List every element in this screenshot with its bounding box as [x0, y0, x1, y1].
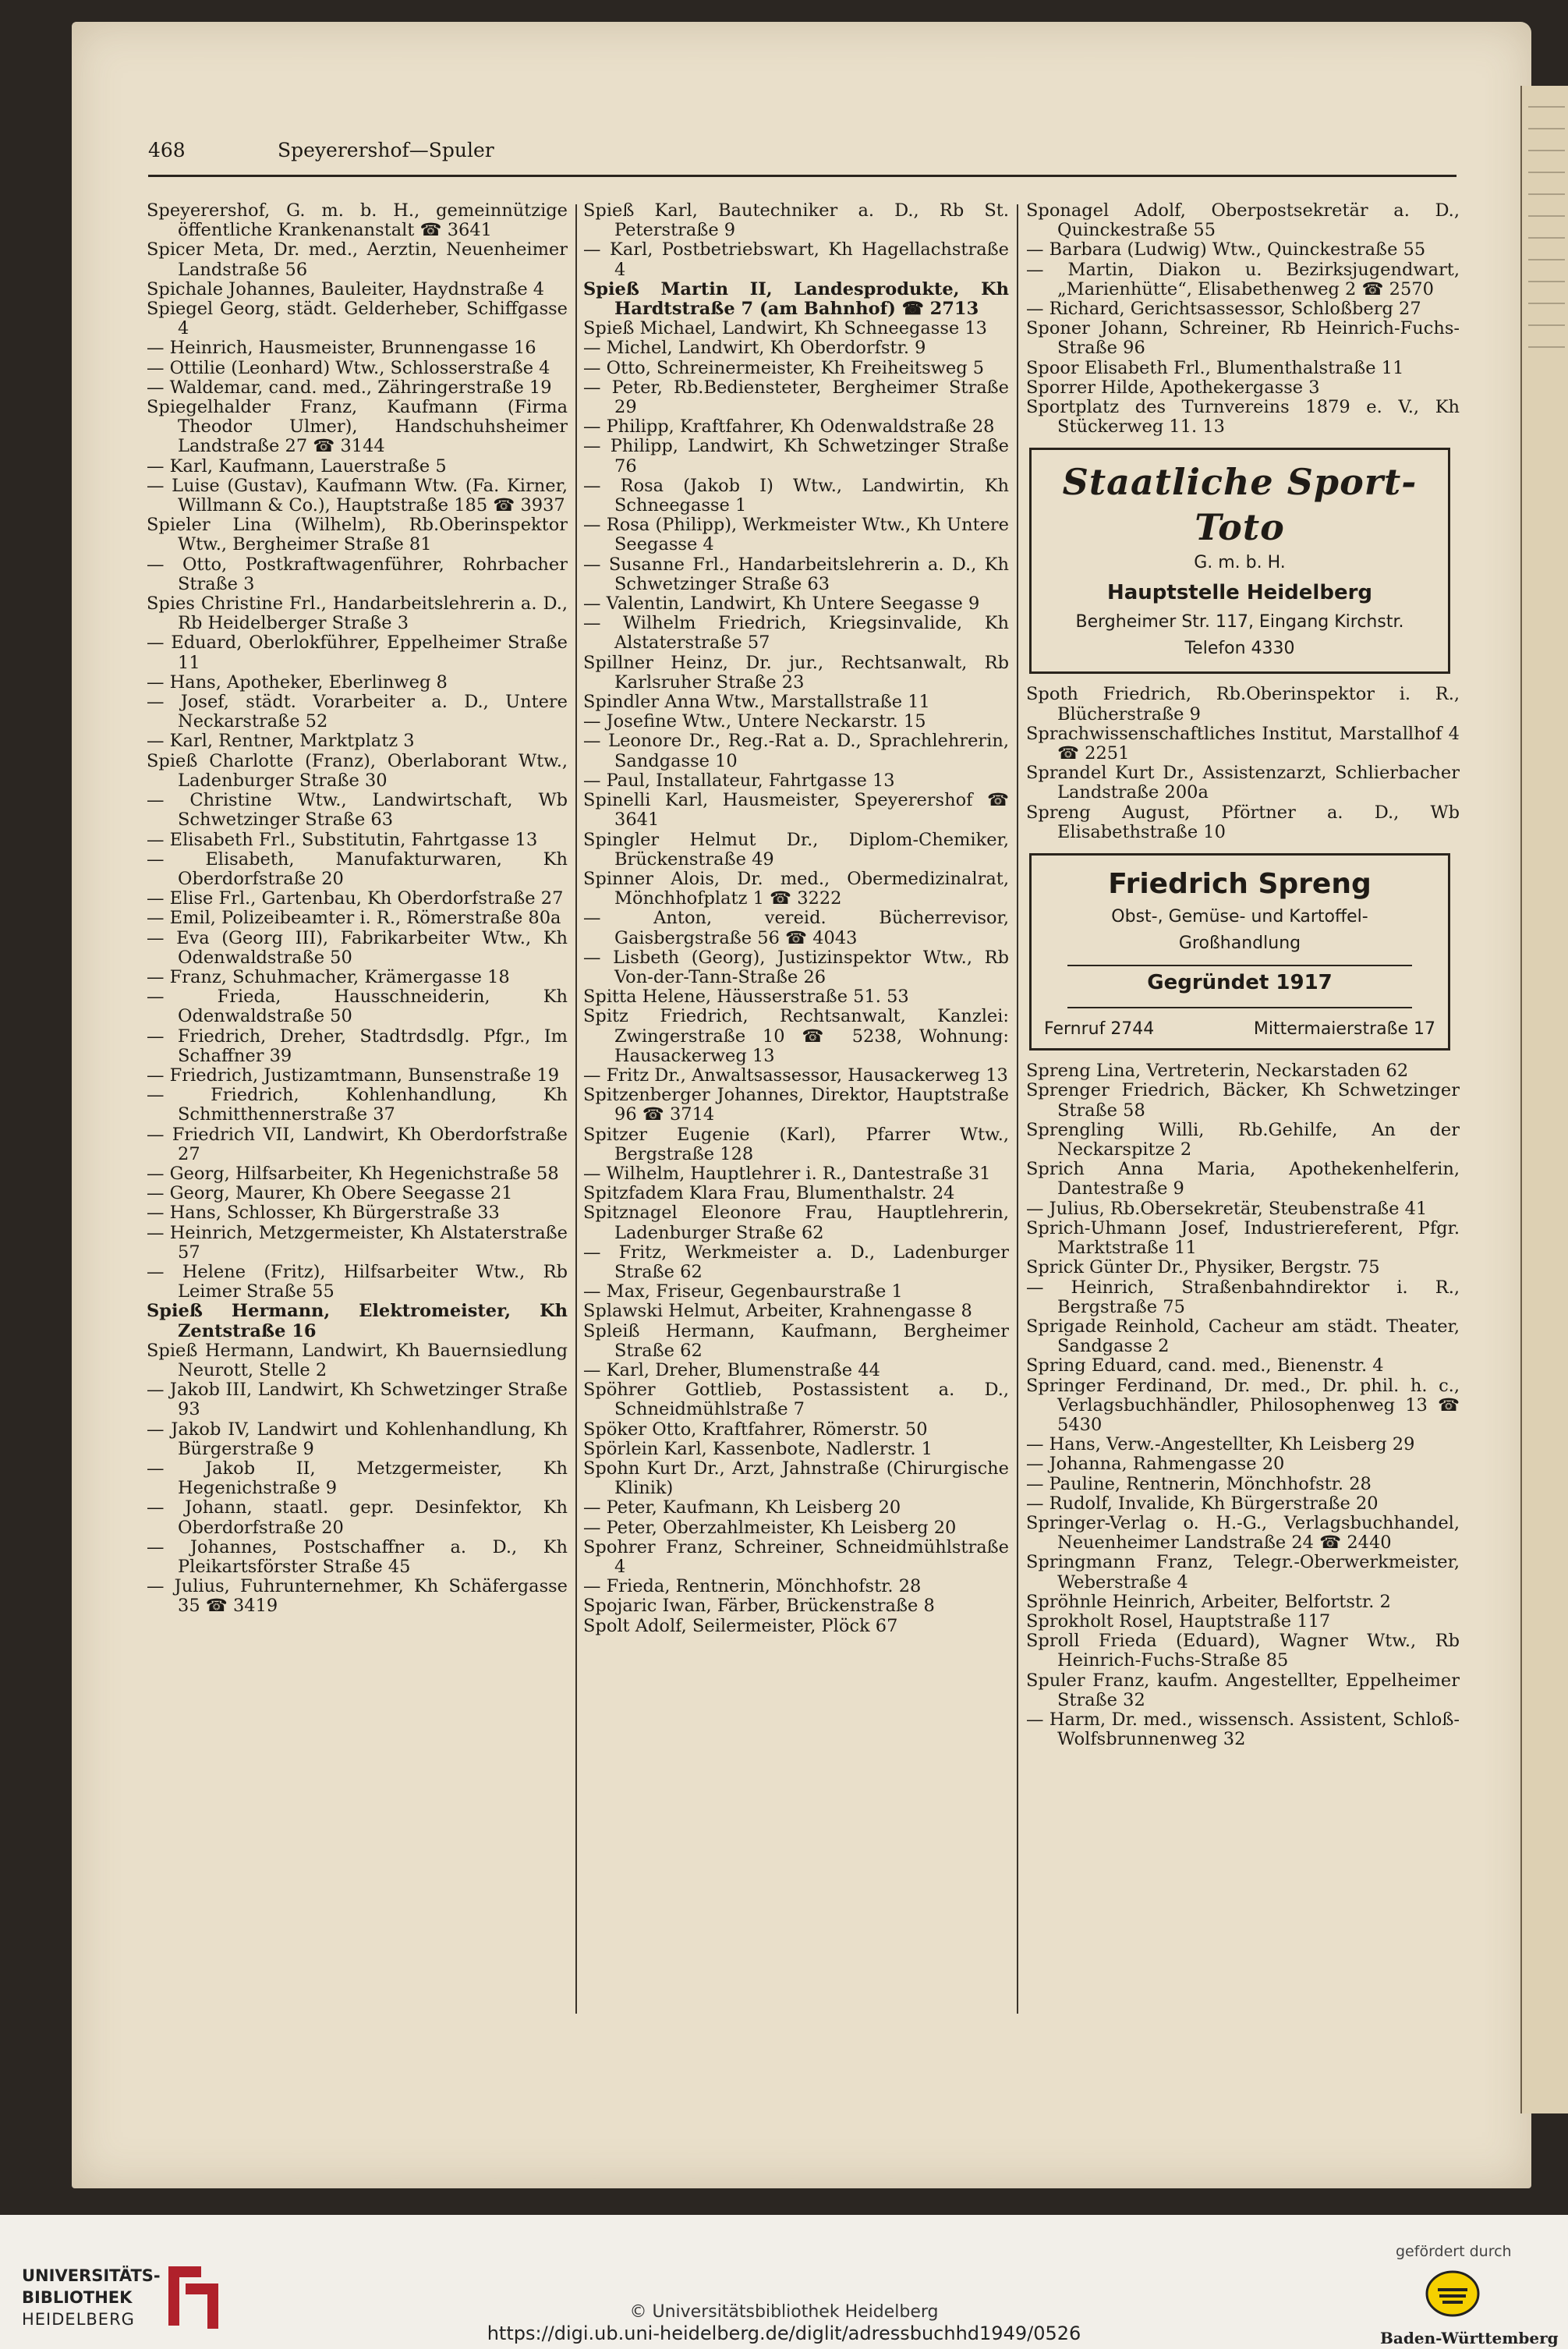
directory-entry: — Karl, Dreher, Blumenstraße 44: [583, 1359, 880, 1380]
directory-entry: Spohn Kurt Dr., Arzt, Jahnstraße (Chirurgische Klinik): [583, 1458, 1009, 1499]
ad-contact-row: [1044, 1019, 1435, 1039]
library-name-line: HEIDELBERG: [22, 2310, 135, 2329]
directory-entry: Springer Ferdinand, Dr. med., Dr. phil. h. c., Verlagsbuchhändler, Philosophenweg 13 ☎ 5430: [1026, 1375, 1460, 1435]
directory-entry: Sprandel Kurt Dr., Assistenzarzt, Schlierbacher Landstraße 200a: [1026, 763, 1460, 803]
ad-title: Staatliche Sport-Toto: [1062, 461, 1418, 549]
directory-entry: Spohrer Franz, Schreiner, Schneidmühlstraße 4: [583, 1536, 1009, 1578]
directory-entry: Spreng August, Pförtner a. D., Wb Elisabethstraße 10: [1026, 802, 1460, 842]
directory-entry: — Georg, Maurer, Kh Obere Seegasse 21: [147, 1183, 513, 1204]
directory-entry: — Franz, Schuhmacher, Krämergasse 18: [147, 966, 510, 987]
directory-entry: Spöker Otto, Kraftfahrer, Römerstr. 50: [583, 1419, 928, 1440]
directory-column-1: [147, 201, 568, 1617]
directory-entry: — Georg, Hilfsarbeiter, Kh Hegenichstraße 58: [147, 1163, 559, 1184]
directory-entry: — Peter, Kaufmann, Kh Leisberg 20: [583, 1497, 901, 1518]
directory-entry: — Fritz Dr., Anwaltsassessor, Hausackerweg 13: [583, 1065, 1008, 1086]
directory-entry: Splawski Helmut, Arbeiter, Krahnengasse 8: [583, 1301, 972, 1322]
directory-entry: — Friedrich, Dreher, Stadtrdsdlg. Pfgr., Im Schaffner 39: [147, 1026, 568, 1066]
directory-entry: Spolt Adolf, Seilermeister, Plöck 67: [583, 1615, 898, 1636]
directory-entry: — Lisbeth (Georg), Justizinspektor Wtw., Rb Von-der-Tann-Straße 26: [583, 947, 1009, 987]
ad-line: Großhandlung: [1178, 934, 1301, 954]
directory-entry: — Julius, Rb.Obersekretär, Steubenstraße 41: [1026, 1198, 1428, 1219]
directory-entry: Sportplatz des Turnvereins 1879 e. V., Kh Stückerweg 11. 13: [1026, 397, 1460, 438]
directory-entry: — Max, Friseur, Gegenbaurstraße 1: [583, 1281, 903, 1302]
directory-entry: — Philipp, Kraftfahrer, Kh Odenwaldstraße 28: [583, 416, 995, 438]
directory-entry: — Elisabeth Frl., Substitutin, Fahrtgasse 13: [147, 829, 538, 850]
directory-entry: — Christine Wtw., Landwirtschaft, Wb Schwetzinger Straße 63: [147, 790, 568, 831]
directory-entry: — Karl, Rentner, Marktplatz 3: [147, 731, 415, 752]
directory-entry: Sprick Günter Dr., Physiker, Bergstr. 75: [1026, 1257, 1380, 1278]
directory-entry: — Elise Frl., Gartenbau, Kh Oberdorfstraße 27: [147, 888, 564, 909]
directory-entry: — Fritz, Werkmeister a. D., Ladenburger Straße 62: [583, 1242, 1009, 1282]
directory-entry: Spuler Franz, kaufm. Angestellter, Eppelheimer Straße 32: [1026, 1670, 1460, 1710]
running-title: Speyerershof—Spuler: [278, 139, 494, 161]
directory-column-2: [583, 201, 1009, 1636]
directory-entry: Spoth Friedrich, Rb.Oberinspektor i. R., Blücherstraße 9: [1026, 684, 1460, 725]
directory-entry: Spinelli Karl, Hausmeister, Speyerershof ☎ 3641: [583, 790, 1009, 831]
directory-entry: Spindler Anna Wtw., Marstallstraße 11: [583, 692, 930, 713]
directory-entry: — Barbara (Ludwig) Wtw., Quinckestraße 55: [1026, 239, 1426, 260]
directory-entry: — Pauline, Rentnerin, Mönchhofstr. 28: [1026, 1473, 1372, 1494]
advertisement-sport-toto: [1029, 448, 1450, 674]
next-page-edge: [1520, 86, 1568, 2113]
directory-entry: Sponagel Adolf, Oberpostsekretär a. D., Quinckestraße 55: [1026, 200, 1460, 241]
directory-entry: Spiegel Georg, städt. Gelderheber, Schiffgasse 4: [147, 299, 568, 339]
entries-group: [1026, 201, 1460, 437]
directory-entry: — Hans, Verw.-Angestellter, Kh Leisberg 29: [1026, 1434, 1415, 1455]
directory-entry: — Friedrich, Justizamtmann, Bunsenstraße 19: [147, 1065, 560, 1086]
directory-entry: Spichale Johannes, Bauleiter, Haydnstraße 4: [147, 278, 545, 299]
directory-entry: — Michel, Landwirt, Kh Oberdorfstr. 9: [583, 338, 926, 359]
directory-entry: — Rosa (Jakob I) Wtw., Landwirtin, Kh Schneegasse 1: [583, 475, 1009, 516]
library-name-line: UNIVERSITÄTS-: [22, 2266, 161, 2285]
directory-entry: — Frieda, Hausschneiderin, Kh Odenwaldstraße 50: [147, 987, 568, 1027]
directory-entry: — Harm, Dr. med., wissensch. Assistent, Schloß-Wolfsbrunnenweg 32: [1026, 1709, 1460, 1750]
directory-entry: — Ottilie (Leonhard) Wtw., Schlosserstraße 4: [147, 357, 550, 378]
directory-entry: — Eva (Georg III), Fabrikarbeiter Wtw., Kh Odenwaldstraße 50: [147, 927, 568, 968]
library-name-line: BIBLIOTHEK: [22, 2288, 133, 2307]
page-number: 468: [148, 139, 186, 161]
sponsor-name: Baden-Württemberg: [1380, 2329, 1559, 2347]
directory-entry: — Otto, Schreinermeister, Kh Freiheitsweg 5: [583, 357, 985, 378]
directory-entry: — Eduard, Oberlokführer, Eppelheimer Straße 11: [147, 632, 568, 673]
ad-address: Bergheimer Str. 117, Eingang Kirchstr.: [1075, 612, 1404, 632]
viewer-footer: [0, 2215, 1568, 2349]
directory-entry: Spinner Alois, Dr. med., Obermedizinalrat, Mönchhofplatz 1 ☎ 3222: [583, 868, 1009, 909]
directory-entry: Spieß Charlotte (Franz), Oberlaborant Wtw., Ladenburger Straße 30: [147, 750, 568, 791]
directory-entry: — Josef, städt. Vorarbeiter a. D., Untere Neckarstraße 52: [147, 692, 568, 732]
entries-group: [1026, 1061, 1460, 1749]
advertisement-spreng: [1029, 853, 1450, 1050]
directory-entry: Sprokholt Rosel, Hauptstraße 117: [1026, 1610, 1331, 1632]
entries-group: [1026, 685, 1460, 842]
directory-entry: Spillner Heinz, Dr. jur., Rechtsanwalt, Rb Karlsruher Straße 23: [583, 652, 1009, 693]
directory-entry: Spicer Meta, Dr. med., Aerztin, Neuenheimer Landstraße 56: [147, 239, 568, 280]
directory-entry: Spies Christine Frl., Handarbeitslehrerin a. D., Rb Heidelberger Straße 3: [147, 593, 568, 634]
directory-entry: — Martin, Diakon u. Bezirksjugendwart, „Marienhütte“, Elisabethenweg 2 ☎ 2570: [1026, 259, 1460, 299]
funding-label: gefördert durch: [1396, 2243, 1512, 2260]
directory-entry: — Helene (Fritz), Hilfsarbeiter Wtw., Rb Leimer Straße 55: [147, 1261, 568, 1302]
directory-entry: Spöhrer Gottlieb, Postassistent a. D., Schneidmühlstraße 7: [583, 1380, 1009, 1420]
directory-entry: — Wilhelm Friedrich, Kriegsinvalide, Kh Alstaterstraße 57: [583, 613, 1009, 654]
ad-address: Mittermaierstraße 17: [1253, 1019, 1435, 1040]
directory-entry: — Elisabeth, Manufakturwaren, Kh Oberdorfstraße 20: [147, 849, 568, 889]
directory-entry: — Jakob IV, Landwirt und Kohlenhandlung, Kh Bürgerstraße 9: [147, 1419, 568, 1459]
directory-entry: — Jakob III, Landwirt, Kh Schwetzinger Straße 93: [147, 1380, 568, 1420]
directory-entry: — Paul, Installateur, Fahrtgasse 13: [583, 770, 895, 791]
directory-entry: Spröhnle Heinrich, Arbeiter, Belfortstr. 2: [1026, 1591, 1391, 1612]
ad-office: Hauptstelle Heidelberg: [1106, 581, 1373, 605]
ad-divider: [1067, 1007, 1412, 1008]
directory-entry: Spingler Helmut Dr., Diplom-Chemiker, Brückenstraße 49: [583, 829, 1009, 870]
directory-entry: — Friedrich VII, Landwirt, Kh Oberdorfstraße 27: [147, 1124, 568, 1164]
directory-entry: — Friedrich, Kohlenhandlung, Kh Schmitthennerstraße 37: [147, 1085, 568, 1125]
directory-entry: Sprengling Willi, Rb.Gehilfe, An der Neckarspitze 2: [1026, 1119, 1460, 1160]
directory-entry: — Heinrich, Hausmeister, Brunnengasse 16: [147, 338, 536, 359]
directory-entry: — Philipp, Landwirt, Kh Schwetzinger Straße 76: [583, 436, 1009, 477]
directory-entry: Sproll Frieda (Eduard), Wagner Wtw., Rb Heinrich-Fuchs-Straße 85: [1026, 1631, 1460, 1671]
directory-entry: Spring Eduard, cand. med., Bienenstr. 4: [1026, 1355, 1384, 1376]
directory-entry: — Valentin, Landwirt, Kh Untere Seegasse 9: [583, 593, 980, 615]
directory-entry: — Rosa (Philipp), Werkmeister Wtw., Kh Untere Seegasse 4: [583, 515, 1009, 555]
column-divider: [575, 204, 577, 2014]
directory-entry: — Johannes, Postschaffner a. D., Kh Pleikartsförster Straße 45: [147, 1536, 568, 1578]
directory-entry: — Julius, Fuhrunternehmer, Kh Schäfergasse 35 ☎ 3419: [147, 1576, 568, 1617]
directory-entry: — Heinrich, Metzgermeister, Kh Alstaterstraße 57: [147, 1222, 568, 1263]
copyright-notice: © Universitätsbibliothek Heidelberg: [629, 2302, 939, 2322]
directory-entry: Sprenger Friedrich, Bäcker, Kh Schwetzinger Straße 58: [1026, 1080, 1460, 1121]
directory-entry: Spörlein Karl, Kassenbote, Nadlerstr. 1: [583, 1438, 933, 1459]
directory-entry: Sprich-Uhmann Josef, Industriereferent, Pfgr. Marktstraße 11: [1026, 1217, 1460, 1259]
directory-entry: — Peter, Oberzahlmeister, Kh Leisberg 20: [583, 1517, 957, 1538]
directory-entry: Spitta Helene, Häusserstraße 51. 53: [583, 987, 909, 1008]
state-emblem-icon[interactable]: [1425, 2266, 1480, 2321]
directory-entry: — Karl, Kaufmann, Lauerstraße 5: [147, 455, 447, 477]
page-header: [148, 139, 1457, 177]
directory-entry: Spitzfadem Klara Frau, Blumenthalstr. 24: [583, 1183, 955, 1204]
ad-title: Friedrich Spreng: [1108, 868, 1372, 901]
ad-phone: Telefon 4330: [1184, 639, 1295, 659]
directory-entry: Spieß Karl, Bautechniker a. D., Rb St. Peterstraße 9: [583, 200, 1009, 241]
directory-entry: — Emil, Polizeibeamter i. R., Römerstraße 80a: [147, 908, 561, 929]
ad-founded: Gegründet 1917: [1147, 971, 1333, 995]
directory-entry: — Josefine Wtw., Untere Neckarstr. 15: [583, 711, 926, 732]
directory-entry: — Otto, Postkraftwagenführer, Rohrbacher Straße 3: [147, 554, 568, 594]
directory-entry: — Karl, Postbetriebswart, Kh Hagellachstraße 4: [583, 239, 1009, 280]
directory-entry: Speyerershof, G. m. b. H., gemeinnützige öffentliche Krankenanstalt ☎ 3641: [147, 200, 568, 241]
directory-entry: — Luise (Gustav), Kaufmann Wtw. (Fa. Kirner, Willmann & Co.), Hauptstraße 185 ☎ 3937: [147, 475, 568, 516]
directory-entry: Spieß Michael, Landwirt, Kh Schneegasse 13: [583, 318, 987, 339]
directory-entry: — Hans, Schlosser, Kh Bürgerstraße 33: [147, 1203, 500, 1224]
directory-entry: Spreng Lina, Vertreterin, Neckarstaden 62: [1026, 1061, 1409, 1082]
directory-entry: Sponer Johann, Schreiner, Rb Heinrich-Fuchs-Straße 96: [1026, 318, 1460, 359]
directory-entry: Spieß Hermann, Landwirt, Kh Bauernsiedlung Neurott, Stelle 2: [147, 1340, 568, 1380]
ad-company-form: G. m. b. H.: [1194, 553, 1286, 573]
directory-entry: — Rudolf, Invalide, Kh Bürgerstraße 20: [1026, 1493, 1379, 1514]
directory-entry: — Peter, Rb.Bediensteter, Bergheimer Straße 29: [583, 377, 1009, 418]
directory-entry: — Jakob II, Metzgermeister, Kh Hegenichstraße 9: [147, 1458, 568, 1499]
directory-entry: Spitzenberger Johannes, Direktor, Hauptstraße 96 ☎ 3714: [583, 1085, 1009, 1125]
directory-entry: — Leonore Dr., Reg.-Rat a. D., Sprachlehrerin, Sandgasse 10: [583, 731, 1009, 771]
directory-entry: Spleiß Hermann, Kaufmann, Bergheimer Straße 62: [583, 1320, 1009, 1361]
directory-entry: Spitznagel Eleonore Frau, Hauptlehrerin, Ladenburger Straße 62: [583, 1203, 1009, 1243]
directory-entry: — Heinrich, Straßenbahndirektor i. R., Bergstraße 75: [1026, 1277, 1460, 1317]
directory-entry: — Wilhelm, Hauptlehrer i. R., Dantestraße 31: [583, 1163, 991, 1184]
directory-entry: — Anton, vereid. Bücherrevisor, Gaisbergstraße 56 ☎ 4043: [583, 908, 1009, 948]
directory-column-3: [1026, 201, 1460, 1749]
directory-entry: — Waldemar, cand. med., Zähringerstraße 19: [147, 377, 552, 398]
directory-entry: Sporrer Hilde, Apothekergasse 3: [1026, 377, 1320, 398]
directory-entry: Sprigade Reinhold, Cacheur am städt. Theater, Sandgasse 2: [1026, 1316, 1460, 1357]
directory-entry: Spiegelhalder Franz, Kaufmann (Firma Theodor Ulmer), Handschuhsheimer Landstraße 27 ☎ 3144: [147, 397, 568, 457]
directory-entry: — Johanna, Rahmengasse 20: [1026, 1454, 1285, 1475]
ad-phone: Fernruf 2744: [1044, 1019, 1155, 1040]
directory-entry: Spieß Hermann, Elektromeister, Kh Zentstraße 16: [147, 1301, 568, 1341]
permalink[interactable]: https://digi.ub.uni-heidelberg.de/diglit/adressbuchhd1949/0526: [487, 2322, 1081, 2344]
directory-entry: Springer-Verlag o. H.-G., Verlagsbuchhandel, Neuenheimer Landstraße 24 ☎ 2440: [1026, 1512, 1460, 1554]
directory-entry: — Johann, staatl. gepr. Desinfektor, Kh Oberdorfstraße 20: [147, 1497, 568, 1538]
directory-entry: — Richard, Gerichtsassessor, Schloßberg 27: [1026, 299, 1421, 320]
directory-entry: Spieler Lina (Wilhelm), Rb.Oberinspektor Wtw., Bergheimer Straße 81: [147, 515, 568, 555]
directory-entry: Spieß Martin II, Landesprodukte, Kh Hardtstraße 7 (am Bahnhof) ☎ 2713: [583, 278, 1009, 320]
directory-entry: — Hans, Apotheker, Eberlinweg 8: [147, 671, 448, 693]
directory-entry: Sprachwissenschaftliches Institut, Marstallhof 4 ☎ 2251: [1026, 723, 1460, 764]
directory-entry: — Susanne Frl., Handarbeitslehrerin a. D., Kh Schwetzinger Straße 63: [583, 554, 1009, 594]
directory-entry: — Frieda, Rentnerin, Mönchhofstr. 28: [583, 1576, 922, 1597]
ad-line: Obst-, Gemüse- und Kartoffel-: [1111, 907, 1368, 927]
directory-entry: Spitzer Eugenie (Karl), Pfarrer Wtw., Bergstraße 128: [583, 1124, 1009, 1164]
directory-entry: Sprich Anna Maria, Apothekenhelferin, Dantestraße 9: [1026, 1159, 1460, 1199]
directory-entry: Spitz Friedrich, Rechtsanwalt, Kanzlei: Zwingerstraße 10 ☎ 5238, Wohnung: Hausackerweg 13: [583, 1006, 1009, 1066]
column-divider: [1017, 204, 1018, 2014]
directory-entry: Spojaric Iwan, Färber, Brückenstraße 8: [583, 1596, 935, 1617]
directory-entry: Springmann Franz, Telegr.-Oberwerkmeister, Weberstraße 4: [1026, 1552, 1460, 1593]
directory-entry: Spoor Elisabeth Frl., Blumenthalstraße 11: [1026, 357, 1404, 378]
